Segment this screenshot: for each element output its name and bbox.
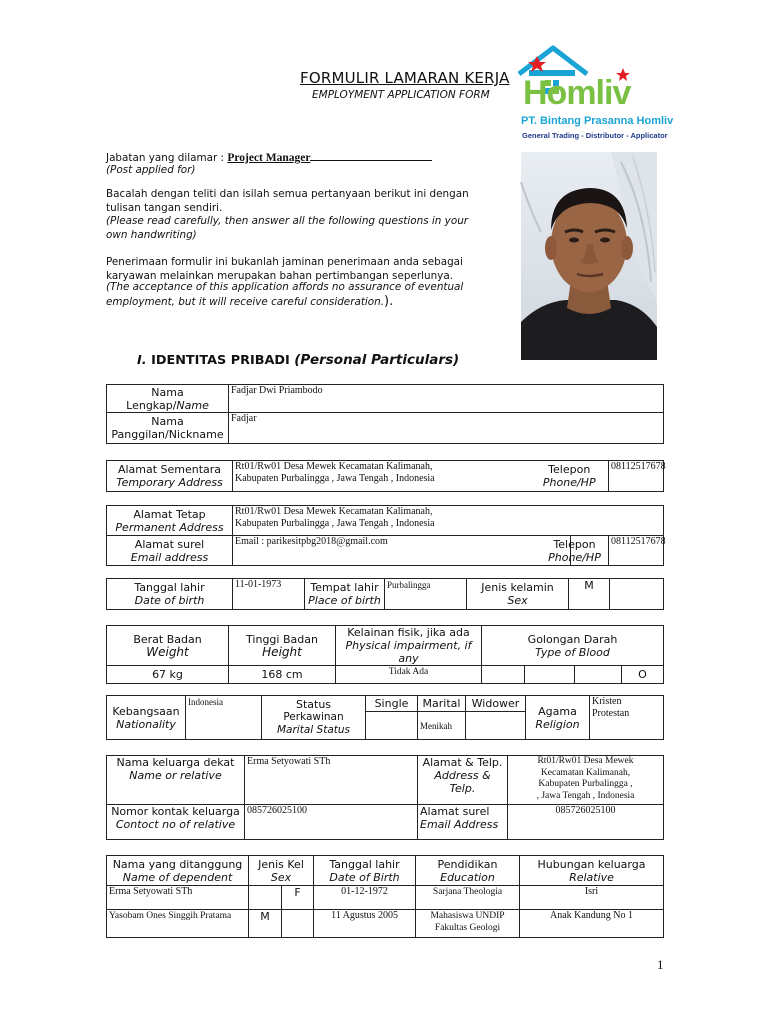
dob-field[interactable]: 11-01-1973 bbox=[233, 579, 305, 610]
blood-o-box[interactable]: O bbox=[622, 666, 664, 684]
sex-blank[interactable] bbox=[610, 579, 664, 610]
disclaimer-en-body: (The acceptance of this application affords no assurance of eventual employment, but it will receive careful consideration. bbox=[106, 281, 464, 308]
page-number: 1 bbox=[657, 957, 664, 972]
disclaimer-en-end: ). bbox=[384, 293, 394, 309]
email-field[interactable]: Email : parikesitpbg2018@gmail.com bbox=[233, 536, 571, 566]
temp-address-field[interactable]: Rt01/Rw01 Desa Mewek Kecamatan Kalimanah, Kabupaten Purbalingga , Jawa Tengah , Indonesia bbox=[233, 461, 571, 492]
blood-ab-box[interactable] bbox=[575, 666, 622, 684]
dob-label: Tanggal lahir Date of birth bbox=[107, 579, 233, 610]
relative-contact-label: Nomor kontak keluarga Contoct no of relative bbox=[107, 805, 245, 840]
dep-header-relative: Hubungan keluarga Relative bbox=[520, 856, 664, 886]
widower-box[interactable] bbox=[466, 712, 526, 740]
temp-address-table bbox=[106, 460, 664, 492]
birth-table bbox=[106, 578, 664, 610]
company-logo bbox=[515, 44, 655, 144]
nationality-table bbox=[106, 695, 664, 740]
dep-relative-cell[interactable]: Isri bbox=[520, 886, 664, 910]
impairment-label: Kelainan fisik, jika ada Physical impairment, if any bbox=[336, 626, 482, 666]
relative-contact-field[interactable]: 085726025100 bbox=[245, 805, 418, 840]
dep-name-cell[interactable]: Erma Setyowati STh bbox=[107, 886, 249, 910]
table-row bbox=[107, 910, 664, 938]
position-label: Jabatan yang dilamar : bbox=[106, 152, 228, 164]
section-title bbox=[137, 352, 459, 368]
dep-name-cell[interactable]: Yasobam Ones Singgih Pratama bbox=[107, 910, 249, 938]
perm-phone-field[interactable]: 08112517678 bbox=[609, 536, 664, 566]
disclaimer-text-en bbox=[106, 281, 488, 309]
relative-table bbox=[106, 755, 664, 840]
dep-relative-cell[interactable]: Anak Kandung No 1 bbox=[520, 910, 664, 938]
perm-address-label: Alamat Tetap Permanent Address bbox=[107, 506, 233, 536]
section-title-id: IDENTITAS PRIBADI bbox=[151, 353, 290, 368]
table-row bbox=[107, 886, 664, 910]
single-option[interactable]: Single bbox=[366, 696, 418, 712]
full-name-label: Nama Lengkap/Name bbox=[107, 385, 229, 413]
blood-type-label: Golongan Darah Type of Blood bbox=[482, 626, 664, 666]
dep-sex-m-cell[interactable] bbox=[249, 886, 282, 910]
form-title: FORMULIR LAMARAN KERJA bbox=[300, 69, 510, 87]
height-label: Tinggi Badan Height bbox=[229, 626, 336, 666]
position-value: Project Manager bbox=[227, 152, 311, 164]
form-subtitle: EMPLOYMENT APPLICATION FORM bbox=[312, 89, 490, 101]
dep-header-dob: Tanggal lahir Date of Birth bbox=[314, 856, 416, 886]
temp-phone-label: Telepon Phone/HP bbox=[571, 461, 609, 492]
relative-name-label: Nama keluarga dekat Name or relative bbox=[107, 756, 245, 805]
company-tagline: General Trading - Distributor - Applicator bbox=[522, 131, 668, 140]
dep-dob-cell[interactable]: 11 Agustus 2005 bbox=[314, 910, 416, 938]
nationality-label: Kebangsaan Nationality bbox=[107, 696, 186, 740]
dep-education-cell[interactable]: Sarjana Theologia bbox=[416, 886, 520, 910]
relative-email-label: Alamat surel Email Address bbox=[418, 805, 508, 840]
section-title-en: (Personal Particulars) bbox=[294, 352, 460, 368]
perm-address-field[interactable]: Rt01/Rw01 Desa Mewek Kecamatan Kalimanah, Kabupaten Purbalingga , Jawa Tengah , Indonesia bbox=[233, 506, 664, 536]
dependents-table bbox=[106, 855, 664, 938]
single-box[interactable] bbox=[366, 712, 418, 740]
height-field[interactable]: 168 cm bbox=[229, 666, 336, 684]
nickname-field[interactable]: Fadjar bbox=[229, 413, 664, 444]
religion-label: Agama Religion bbox=[526, 696, 590, 740]
nickname-label: Nama Panggilan/Nickname bbox=[107, 413, 229, 444]
marital-status-label: Status Perkawinan Marital Status bbox=[262, 696, 366, 740]
physical-table bbox=[106, 625, 664, 684]
name-table bbox=[106, 384, 664, 444]
widower-option[interactable]: Widower bbox=[466, 696, 526, 712]
nationality-field[interactable]: Indonesia bbox=[186, 696, 262, 740]
marital-box[interactable]: Menikah bbox=[418, 712, 466, 740]
relative-email-field[interactable]: 085726025100 bbox=[508, 805, 664, 840]
dep-sex-f-cell[interactable]: F bbox=[282, 886, 314, 910]
relative-address-field[interactable]: Rt01/Rw01 Desa Mewek Kecamatan Kalimanah, Kabupaten Purbalingga , , Jawa Tengah , Indonesia bbox=[508, 756, 664, 805]
instruction-text: Bacalah dengan teliti dan isilah semua pertanyaan berikut ini dengan tulisan tangan sendiri. bbox=[106, 188, 469, 214]
weight-field[interactable]: 67 kg bbox=[107, 666, 229, 684]
dep-sex-f-cell[interactable] bbox=[282, 910, 314, 938]
dep-header-name: Nama yang ditanggung Name of dependent bbox=[107, 856, 249, 886]
applicant-photo bbox=[521, 152, 657, 360]
blood-a-box[interactable] bbox=[482, 666, 525, 684]
temp-address-label: Alamat Sementara Temporary Address bbox=[107, 461, 233, 492]
weight-label: Berat Badan Weight bbox=[107, 626, 229, 666]
company-name: PT. Bintang Prasanna Homliv bbox=[521, 115, 674, 127]
marital-option[interactable]: Marital bbox=[418, 696, 466, 712]
blood-b-box[interactable] bbox=[525, 666, 575, 684]
relative-name-field[interactable]: Erma Setyowati STh bbox=[245, 756, 418, 805]
pob-field[interactable]: Purbalingga bbox=[385, 579, 467, 610]
relative-address-label: Alamat & Telp. Address & Telp. bbox=[418, 756, 508, 805]
position-applied-en: (Post applied for) bbox=[106, 164, 196, 176]
pob-label: Tempat lahir Place of birth bbox=[305, 579, 385, 610]
dep-sex-m-cell[interactable]: M bbox=[249, 910, 282, 938]
sex-field[interactable]: M bbox=[569, 579, 610, 610]
disclaimer-text: Penerimaan formulir ini bukanlah jaminan penerimaan anda sebagai karyawan melainkan merupakan bahan pertimbangan seperlunya. bbox=[106, 256, 463, 282]
dep-education-cell[interactable]: Mahasiswa UNDIP Fakultas Geologi bbox=[416, 910, 520, 938]
email-label: Alamat surel Email address bbox=[107, 536, 233, 566]
dep-dob-cell[interactable]: 01-12-1972 bbox=[314, 886, 416, 910]
dep-header-sex: Jenis Kel Sex bbox=[249, 856, 314, 886]
logo-wordmark: Homliv bbox=[523, 74, 631, 112]
temp-phone-field[interactable]: 08112517678 bbox=[609, 461, 664, 492]
dep-header-education: Pendidikan Education bbox=[416, 856, 520, 886]
religion-field[interactable]: Kristen Protestan bbox=[590, 696, 664, 740]
sex-label: Jenis kelamin Sex bbox=[467, 579, 569, 610]
instruction-text-en: (Please read carefully, then answer all the following questions in your own handwriting) bbox=[106, 215, 469, 241]
perm-phone-label: Telepon Phone/HP bbox=[571, 536, 609, 566]
impairment-field[interactable]: Tidak Ada bbox=[336, 666, 482, 684]
perm-address-table bbox=[106, 505, 664, 566]
full-name-field[interactable]: Fadjar Dwi Priambodo bbox=[229, 385, 664, 413]
section-number: I. bbox=[137, 353, 147, 368]
